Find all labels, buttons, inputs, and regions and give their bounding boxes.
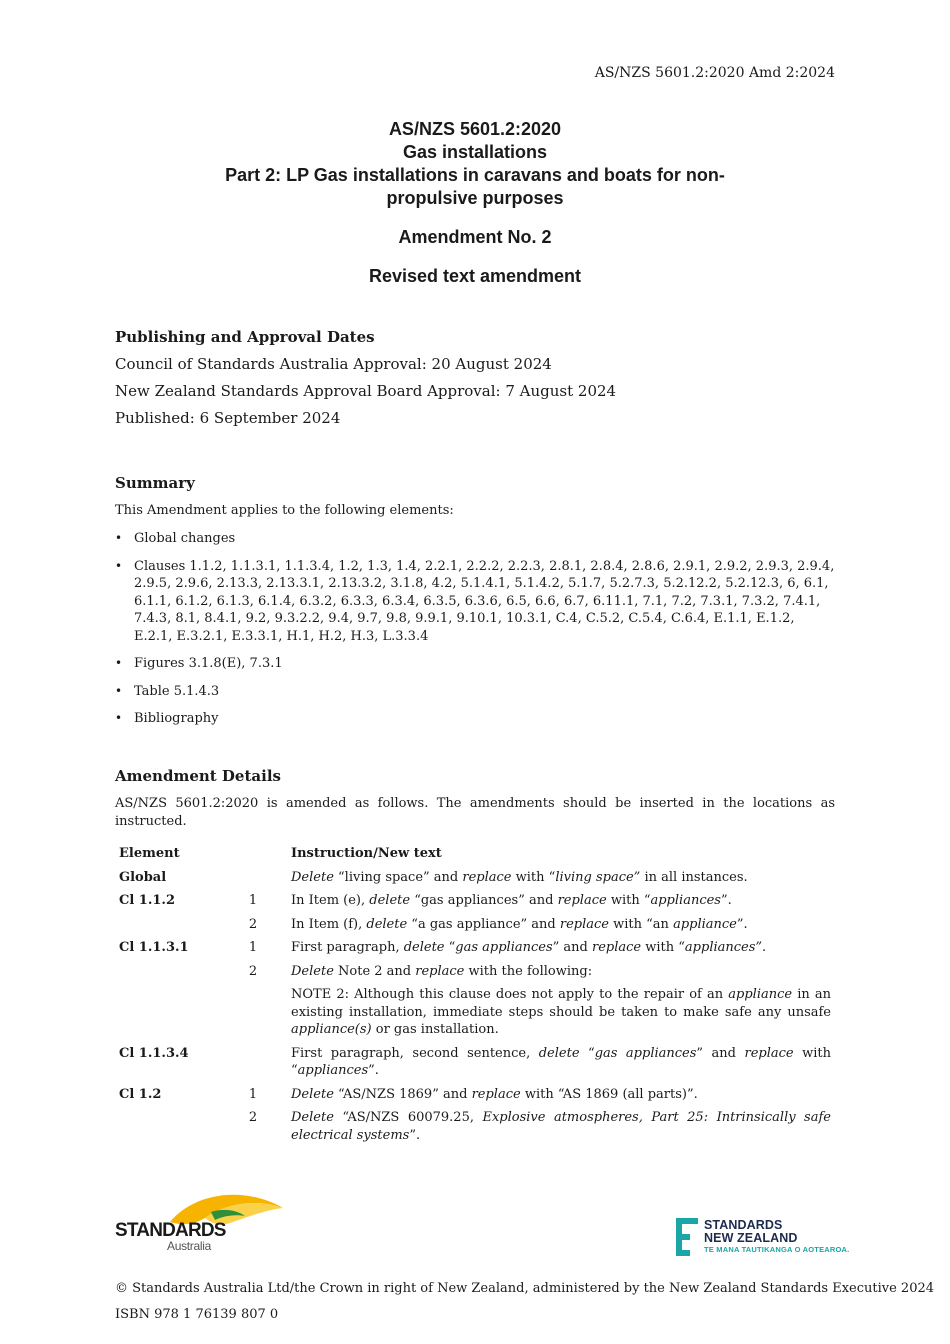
- row-instruction: [287, 916, 835, 940]
- instruction-fragment: “living space” and: [333, 869, 463, 885]
- instruction-fragment: with “an: [609, 916, 674, 932]
- instruction-fragment: “AS/NZS 1869” and: [333, 1086, 472, 1102]
- table-row: [115, 1045, 835, 1086]
- row-instruction: [287, 1109, 835, 1150]
- instruction-fragment: ” and: [696, 1045, 745, 1061]
- table-row: [115, 1109, 835, 1150]
- table-row: [115, 939, 835, 963]
- instruction-fragment: Delete: [291, 963, 334, 979]
- instruction-fragment: with the following:: [464, 963, 593, 979]
- row-element: [115, 1109, 219, 1150]
- instruction-fragment: appliance: [673, 916, 737, 932]
- row-instruction: [287, 869, 835, 893]
- standard-title: Gas installations: [402, 142, 548, 162]
- instruction-fragment: with “: [291, 1045, 832, 1078]
- instruction-fragment: In Item (f),: [291, 916, 367, 932]
- table-row: [115, 892, 835, 916]
- instruction-fragment: in all instances.: [640, 869, 748, 885]
- row-number: 1: [248, 1086, 258, 1102]
- summary-item: • Figures 3.1.8(E), 7.3.1: [115, 655, 835, 673]
- instruction-fragment: delete: [366, 916, 408, 932]
- instruction-fragment: replace: [559, 916, 609, 932]
- instruction-fragment: “AS/NZS 60079.25,: [333, 1110, 483, 1125]
- copyright-notice: © Standards Australia Ltd/the Crown in right of New Zealand, administered by the New Zealand Standards Executive 2024: [115, 1281, 935, 1296]
- row-number: 2: [248, 916, 258, 932]
- instruction-fragment: ” and: [552, 940, 592, 955]
- instruction-fragment: ”.: [368, 1063, 379, 1078]
- instruction-fragment: appliances: [650, 893, 721, 908]
- instruction-fragment: Delete: [291, 869, 334, 885]
- document-reference: AS/NZS 5601.2:2020 Amd 2:2024: [594, 65, 835, 81]
- row-instruction: [287, 892, 835, 916]
- row-element: Cl 1.2: [119, 1086, 162, 1102]
- instruction-fragment: replace: [415, 963, 465, 979]
- table-row: [115, 869, 835, 893]
- nz-approval: New Zealand Standards Approval Board Approval: 7 August 2024: [115, 382, 617, 400]
- amendment-type: Revised text amendment: [368, 266, 582, 286]
- standards-nz-mark-icon: [676, 1218, 700, 1256]
- instruction-fragment: Delete: [291, 1086, 334, 1102]
- instruction-fragment: replace: [592, 940, 642, 955]
- row-element: [115, 963, 219, 987]
- row-number: 1: [248, 893, 258, 908]
- summary-list: [115, 530, 835, 728]
- instruction-fragment: Explosive atmospheres, Part 25: Intrinsically safe electrical systems: [291, 1110, 831, 1143]
- isbn: ISBN 978 1 76139 807 0: [115, 1307, 279, 1322]
- published-date: Published: 6 September 2024: [115, 409, 341, 427]
- row-element: Cl 1.1.3.1: [119, 940, 189, 955]
- dates-heading: Publishing and Approval Dates: [115, 328, 375, 346]
- details-intro: AS/NZS 5601.2:2020 is amended as follows. The amendments should be inserted in the locations as instructed.: [115, 796, 835, 829]
- instruction-fragment: with “: [641, 940, 685, 955]
- summary-intro: This Amendment applies to the following elements:: [115, 503, 454, 518]
- sa-wordmark: STANDARDS: [115, 1220, 226, 1241]
- instruction-fragment: In Item (e),: [291, 893, 370, 908]
- standard-number: AS/NZS 5601.2:2020: [388, 119, 562, 139]
- row-element: [115, 916, 219, 940]
- instruction-fragment: “gas appliances” and: [410, 893, 558, 908]
- instruction-fragment: First paragraph, second sentence,: [291, 1045, 539, 1061]
- summary-section: [115, 474, 835, 738]
- instruction-fragment: appliances: [297, 1063, 369, 1078]
- instruction-fragment: in an existing installation, immediate steps should be taken to make safe any unsafe: [291, 987, 831, 1020]
- standards-australia-logo: [115, 1190, 285, 1252]
- row-element: Cl 1.1.3.4: [119, 1045, 189, 1061]
- instruction-fragment: ”.: [736, 916, 748, 932]
- instruction-fragment: gas appliances: [594, 1045, 697, 1061]
- row-number: 2: [248, 963, 258, 979]
- table-row: [115, 986, 835, 1045]
- instruction-fragment: Note 2 and: [333, 963, 416, 979]
- instruction-fragment: ”.: [409, 1127, 421, 1143]
- instruction-fragment: replace: [462, 869, 512, 885]
- instruction-fragment: First paragraph,: [291, 940, 404, 955]
- instruction-fragment: delete: [538, 1045, 580, 1061]
- amendment-number: Amendment No. 2: [398, 227, 552, 247]
- row-element: Cl 1.1.2: [119, 893, 175, 908]
- details-heading: Amendment Details: [115, 767, 281, 785]
- details-section: [115, 767, 835, 1150]
- summary-heading: Summary: [115, 474, 195, 492]
- instruction-fragment: appliance(s): [291, 1022, 372, 1037]
- row-number: 2: [248, 1110, 258, 1125]
- col-instruction-header: Instruction/New text: [291, 846, 442, 861]
- row-number: [219, 869, 287, 893]
- row-element: [115, 986, 219, 1045]
- instruction-fragment: “: [444, 940, 456, 955]
- instruction-fragment: replace: [744, 1045, 794, 1061]
- instruction-fragment: living space”: [555, 869, 641, 885]
- instruction-fragment: or gas installation.: [371, 1022, 499, 1037]
- instruction-fragment: appliance: [728, 987, 793, 1002]
- instruction-fragment: replace: [471, 1086, 521, 1102]
- nz-tagline: TE MANA TAUTIKANGA O AOTEAROA.: [704, 1245, 850, 1254]
- row-instruction: [287, 1086, 835, 1110]
- table-row: [115, 963, 835, 987]
- table-row: [115, 916, 835, 940]
- row-number: [219, 1045, 287, 1086]
- instruction-fragment: gas appliances: [455, 940, 553, 955]
- table-header-row: [115, 845, 835, 869]
- council-approval: Council of Standards Australia Approval: 20 August 2024: [115, 355, 552, 373]
- standard-part-title-cont: propulsive purposes: [386, 188, 564, 208]
- instruction-fragment: NOTE 2: Although this clause does not apply to the repair of an: [291, 987, 729, 1002]
- instruction-fragment: replace: [557, 893, 607, 908]
- row-element: Global: [119, 869, 167, 885]
- standards-nz-logo: [676, 1218, 856, 1258]
- dates-section: [115, 328, 835, 427]
- summary-item: • Bibliography: [115, 710, 835, 728]
- amendment-table: [115, 845, 835, 1150]
- nz-wordmark-1: STANDARDS: [704, 1218, 783, 1232]
- instruction-fragment: ”.: [720, 893, 732, 908]
- instruction-fragment: delete: [403, 940, 445, 955]
- instruction-fragment: with “: [606, 893, 651, 908]
- summary-item: • Table 5.1.4.3: [115, 683, 835, 701]
- row-number: 1: [248, 940, 258, 955]
- instruction-fragment: with “AS 1869 (all parts)”.: [520, 1086, 698, 1102]
- nz-wordmark-2: NEW ZEALAND: [704, 1231, 798, 1245]
- instruction-fragment: Delete: [291, 1110, 334, 1125]
- instruction-fragment: delete: [369, 893, 411, 908]
- row-instruction: [287, 986, 835, 1045]
- standard-part-title: Part 2: LP Gas installations in caravans and boats for non-: [225, 165, 725, 185]
- instruction-fragment: appliances”.: [684, 940, 767, 955]
- table-row: [115, 1086, 835, 1110]
- col-number-header: [219, 845, 287, 869]
- summary-item: • Clauses 1.1.2, 1.1.3.1, 1.1.3.4, 1.2, 1.3, 1.4, 2.2.1, 2.2.2, 2.2.3, 2.8.1, 2.8.4, 2.8.6, 2.9.1, 2.9.2, 2.9.3, 2.9.4, 2.9.5, 2.9.6, 2.13.3, 2.13.3.1, 2.13.3.2, 3.1.8, 4.2, 5.1.4.1, 5.1.4.2, 5.1.7, 5.2.7.3, 5.2.12.2, 5.2.12.3, 6, 6.1, 6.1.1, 6.1.2, 6.1.3, 6.1.4, 6.3.2, 6.3.3, 6.3.4, 6.3.5, 6.3.6, 6.5, 6.6, 6.7, 6.11.1, 7.1, 7.2, 7.3.1, 7.3.2, 7.4.1, 7.4.3, 8.1, 8.4.1, 9.2, 9.3.2.2, 9.4, 9.7, 9.8, 9.9.1, 9.10.1, 10.3.1, C.4, C.5.2, C.5.4, C.6.4, E.1.1, E.1.2, E.2.1, E.3.2.1, E.3.3.1, H.1, H.2, H.3, L.3.3.4: [115, 558, 835, 646]
- row-number: [219, 986, 287, 1045]
- instruction-fragment: “a gas appliance” and: [407, 916, 560, 932]
- instruction-fragment: “: [579, 1045, 595, 1061]
- row-instruction: [287, 939, 835, 963]
- instruction-fragment: with “: [511, 869, 556, 885]
- title-block: [115, 118, 835, 288]
- summary-item: • Global changes: [115, 530, 835, 548]
- sa-wordmark-sub: Australia: [167, 1239, 211, 1253]
- col-element-header: Element: [119, 846, 180, 861]
- row-instruction: [287, 1045, 835, 1086]
- row-instruction: [287, 963, 835, 987]
